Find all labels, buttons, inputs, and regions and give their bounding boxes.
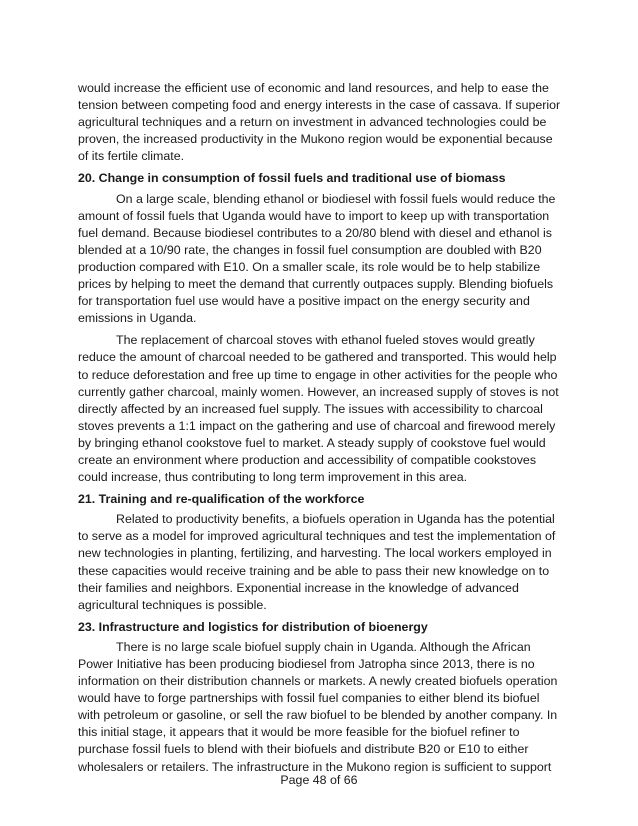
page-number-footer: Page 48 of 66 — [280, 773, 358, 787]
section-23-paragraph-1: There is no large scale biofuel supply chain in Uganda. Although the African Power Initiative has been producing biodiesel from Jatropha since 2013, there is no information on their distribution channels or markets. A newly created biofuels operation would have to forge partnerships with fossil fuel companies to either blend its biofuel with petroleum or gasoline, or sell the raw biofuel to be blended by another company. In this initial stage, it appears that it would be more feasible for the biofuel refiner to purchase fossil fuels to blend with their biofuels and distribute B20 or E10 to either wholesalers or retailers. The infrastructure in the Mukono region is sufficient to support — [78, 639, 558, 774]
section-23-heading: 23. Infrastructure and logistics for distribution of bioenergy — [78, 619, 428, 634]
section-20-paragraph-1: On a large scale, blending ethanol or biodiesel with fossil fuels would reduce the amount of fossil fuels that Uganda would have to import to keep up with transportation fuel demand. Because biodiesel contributes to a 20/80 blend with diesel and ethanol is blended at a 10/90 rate, the changes in fossil fuel consumption are doubled with B20 production compared with E10. On a smaller scale, its role would be to help stabilize prices by helping to meet the demand that currently outpaces supply. Blending biofuels for transportation fuel use would have a positive impact on the energy security and emissions in Uganda. — [78, 191, 556, 326]
document-body — [78, 80, 562, 781]
intro-paragraph: would increase the efficient use of economic and land resources, and help to ease the tension between competing food and energy interests in the case of cassava. If superior agricultural techniques and a return on investment in advanced technologies could be proven, the increased productivity in the Mukono region would be exponential because of its fertile climate. — [78, 81, 561, 164]
section-21-paragraph-1: Related to productivity benefits, a biofuels operation in Uganda has the potential to serve as a model for improved agricultural techniques and test the implementation of new technologies in planting, fertilizing, and harvesting. The local workers employed in these capacities would receive training and be able to pass their new knowledge on to their families and neighbors. Exponential increase in the knowledge of advanced agricultural techniques is possible. — [78, 512, 556, 612]
section-21-heading: 21. Training and re-qualification of the workforce — [78, 492, 365, 507]
section-20-heading: 20. Change in consumption of fossil fuels and traditional use of biomass — [78, 171, 506, 186]
section-20-paragraph-2: The replacement of charcoal stoves with ethanol fueled stoves would greatly reduce the amount of charcoal needed to be gathered and transported. This would help to reduce deforestation and free up time to engage in other activities for the people who currently gather charcoal, mainly women. However, an increased supply of stoves is not directly affected by an increased fuel supply. The issues with accessibility to charcoal stoves prevents a 1:1 impact on the gathering and use of charcoal and firewood merely by bringing ethanol cookstove fuel to market. A steady supply of cookstove fuel would create an environment where production and accessibility of compatible cookstoves could increase, thus contributing to long term improvement in this area. — [78, 333, 559, 485]
